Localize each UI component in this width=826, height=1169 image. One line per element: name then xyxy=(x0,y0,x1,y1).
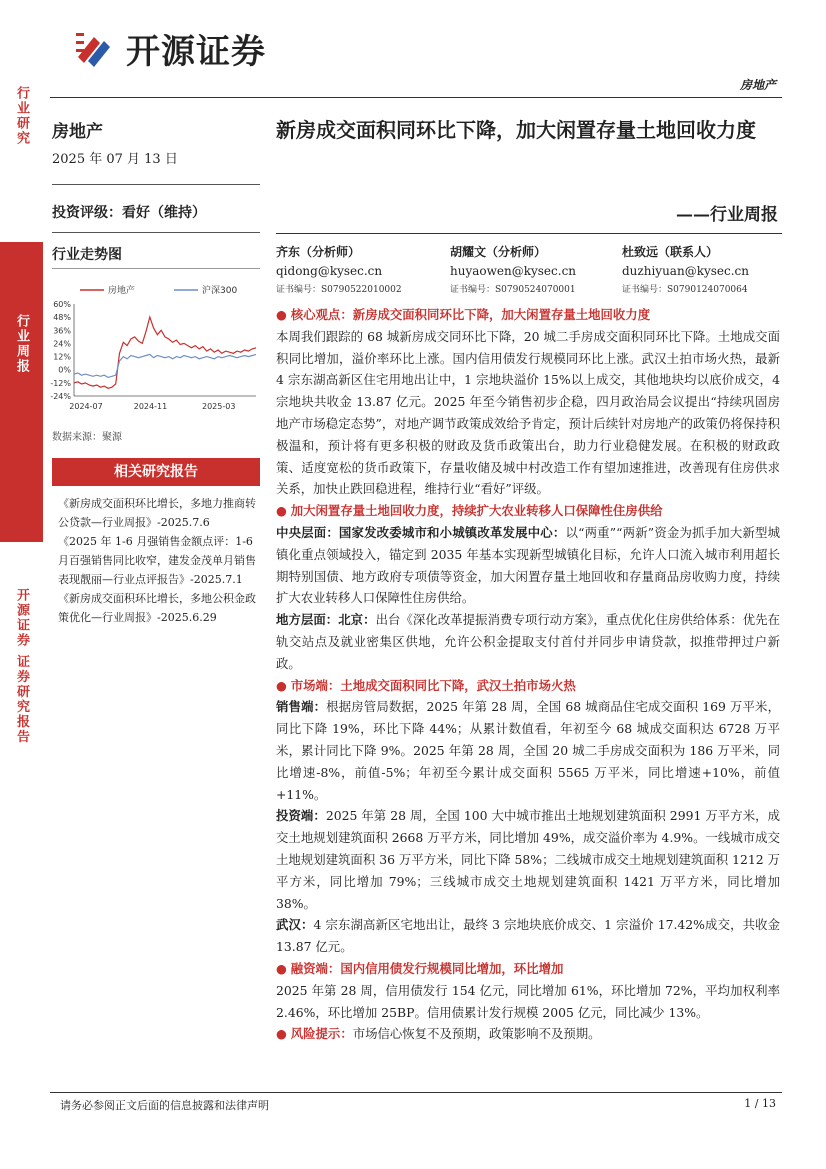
y-tick-label: -12% xyxy=(50,378,71,388)
y-tick-label: 12% xyxy=(53,352,71,362)
chart-source: 数据来源：聚源 xyxy=(52,432,122,443)
paragraph: 武汉：4 宗东湖高新区宅地出让，最终 3 宗地块底价成交、1 宗溢价 17.42%成交，共收金 13.87 亿元。 xyxy=(276,917,780,955)
section-heading: ● 市场端：土地成交面积同比下降，武汉土拍市场火热 xyxy=(276,677,576,693)
section-heading: ● 加大闲置存量土地回收力度，持续扩大农业转移人口保障性住房供给 xyxy=(276,503,663,519)
analyst-name: 齐东（分析师） xyxy=(276,245,361,259)
y-tick-label: 0% xyxy=(58,365,71,375)
side-label-research: 行业研究 xyxy=(14,86,29,146)
left-divider xyxy=(52,232,260,233)
report-date: 2025 年 07 月 13 日 xyxy=(52,152,178,167)
paragraph: 投资端：2025 年第 28 周，全国 100 大中城市推出土地规划建筑面积 2991 万平方米，成交土地规划建筑面积 2668 万平方米，同比增加 49%，成交溢价率为 4.9%。一线城市成交土地规划建筑面积 36 万平方米，同比下降 58%；二线城市成交土地规划建筑面积 1212 万平方米，同比增加 79%；三线城市成交土地规划建筑面积 1421 万平方米，同比增加 38%。 xyxy=(276,808,780,911)
report-body xyxy=(276,304,780,1045)
bullet-icon: ● xyxy=(276,307,291,322)
x-tick-label: 2024-07 xyxy=(69,402,103,411)
series-line xyxy=(74,354,256,377)
bullet-icon: ● xyxy=(276,960,291,976)
paragraph: 本周我们跟踪的 68 城新房成交同环比下降，20 城二手房成交面积同环比下降。土地成交面积同比增加，溢价率环比上涨。国内信用债发行规模同环比上涨。武汉土拍市场火热，最新 4 宗东湖高新区住宅用地出让中，1 宗地块溢价 15%以上成交，其他地块均以底价成交，4 宗地块共收金 13.87 亿元。2025 年至今销售初步企稳，四月政治局会议提出“持续巩固房地产市场稳定态势”，对地产调节政策成效给予肯定，预计后续针对房地产的政策仍将保持积极温和，预计将有更多积极的财政及货币政策出台，助力行业稳健发展。在积极的财政政策、适度宽松的货币政策下，存量收储及城中村改造工作有望加速推进，改善现有住房供求关系，加快止跌回稳进程，维持行业“看好”评级。 xyxy=(276,328,780,497)
y-tick-label: 24% xyxy=(53,339,71,349)
footer-divider xyxy=(50,1092,782,1093)
related-report-item[interactable]: 《2025 年 1-6 月强销售金额点评：1-6 月百强销售同比收窄，建发金茂单月销售表现靓丽—行业点评报告》-2025.7.1 xyxy=(58,535,256,586)
left-divider xyxy=(52,268,260,269)
sector-name: 房地产 xyxy=(52,122,103,142)
risk-note: ● 风险提示：市场信心恢复不及预期，政策影响不及预期。 xyxy=(276,1026,601,1042)
section-heading: ● 融资端：国内信用债发行规模同比增加，环比增加 xyxy=(276,960,564,976)
bullet-icon: ● xyxy=(276,1026,291,1042)
trend-chart xyxy=(44,278,262,418)
side-band xyxy=(0,76,43,1169)
analyst-name: 杜致远（联系人） xyxy=(622,245,719,259)
investment-rating: 投资评级：看好（维持） xyxy=(52,205,206,221)
y-tick-label: 48% xyxy=(53,313,71,323)
paragraph: 中央层面：国家发改委城市和小城镇改革发展中心：以“两重”“两新”资金为抓手加大新型城镇化重点领域投入，锚定到 2035 年基本实现新型城镇化目标，允许人口流入城市利用超长期特别国债、地方政府专项债等资金，加大闲置存量土地回收和存量商品房收购力度，持续扩大农业转移人口保障性住房供给。 xyxy=(276,524,781,606)
related-report-item[interactable]: 《新房成交面积环比增长，多地力推商转公贷款—行业周报》-2025.7.6 xyxy=(58,497,256,529)
related-report-item[interactable]: 《新房成交面积环比增长，多地公积金政策优化—行业周报》-2025.6.29 xyxy=(58,592,256,624)
report-title: 新房成交面积同环比下降，加大闲置存量土地回收力度 xyxy=(276,118,756,142)
paragraph: 地方层面：北京：出台《深化改革提振消费专项行动方案》，重点优化住房供给体系：优先在轨交站点及就业密集区供地，允许公积金提取支付首付并同步申请贷款，拟推带押过户新政。 xyxy=(276,612,780,671)
header-sector-tag: 房地产 xyxy=(739,78,776,92)
analyst-cert: 证书编号：S0790522010002 xyxy=(276,285,402,295)
related-reports-header: 相关研究报告 xyxy=(52,458,260,486)
analyst-email[interactable]: duzhiyuan@kysec.cn xyxy=(622,264,749,278)
side-label-firm: 开源证券 证券研究报告 xyxy=(14,588,29,745)
y-tick-label: 36% xyxy=(53,326,71,336)
analyst-cert: 证书编号：S0790524070001 xyxy=(450,285,576,295)
logo-icon xyxy=(74,27,116,71)
paragraph: 销售端：根据房管局数据，2025 年第 28 周，全国 68 城商品住宅成交面积 169 万平米，同比下降 19%，环比下降 44%；从累计数值看，年初至今 68 城成交面积达 6728 万平米，累计同比下降 9%。2025 年第 28 周，全国 20 城二手房成交面积为 186 万平米，同比增速-8%，前值-5%；年初至今累计成交面积 5565 万平米，同比增速+10%，前值+11%。 xyxy=(276,699,780,802)
analyst-card xyxy=(622,243,749,300)
brand-name: 开源证券 xyxy=(126,32,266,72)
footer-disclaimer[interactable]: 请务必参阅正文后面的信息披露和法律声明 xyxy=(60,1099,269,1112)
analyst-card xyxy=(276,243,402,300)
x-tick-label: 2024-11 xyxy=(133,402,168,411)
analyst-card xyxy=(450,243,576,300)
bullet-icon: ● xyxy=(276,677,291,693)
bullet-icon: ● xyxy=(276,503,291,519)
y-tick-label: -24% xyxy=(50,392,71,401)
series-line xyxy=(74,317,256,388)
analyst-email[interactable]: huyaowen@kysec.cn xyxy=(450,264,577,278)
main-divider xyxy=(276,233,782,234)
legend-label: 沪深300 xyxy=(202,286,238,296)
y-tick-label: 60% xyxy=(53,300,71,309)
trend-title: 行业走势图 xyxy=(52,247,122,263)
analyst-email[interactable]: qidong@kysec.cn xyxy=(276,264,383,278)
header-divider xyxy=(50,97,782,98)
section-heading: ● 核心观点：新房成交面积同环比下降，加大闲置存量土地回收力度 xyxy=(276,307,651,322)
analyst-cert: 证书编号：S0790124070064 xyxy=(622,285,748,295)
paragraph: 2025 年第 28 周，信用债发行 154 亿元，同比增加 61%，环比增加 72%，平均加权利率 2.46%，环比增加 25BP。信用债累计发行规模 2005 亿元，同比减少 13%。 xyxy=(276,982,780,1020)
brand-logo xyxy=(74,24,266,73)
legend-label: 房地产 xyxy=(108,286,136,296)
x-tick-label: 2025-03 xyxy=(201,402,236,411)
page-number: 1 / 13 xyxy=(744,1097,776,1110)
related-reports-list xyxy=(58,494,262,627)
left-divider xyxy=(52,184,260,185)
analyst-name: 胡耀文（分析师） xyxy=(450,245,547,259)
report-subtitle: ——行业周报 xyxy=(676,205,778,225)
side-label-weekly: 行业周报 xyxy=(14,314,29,374)
